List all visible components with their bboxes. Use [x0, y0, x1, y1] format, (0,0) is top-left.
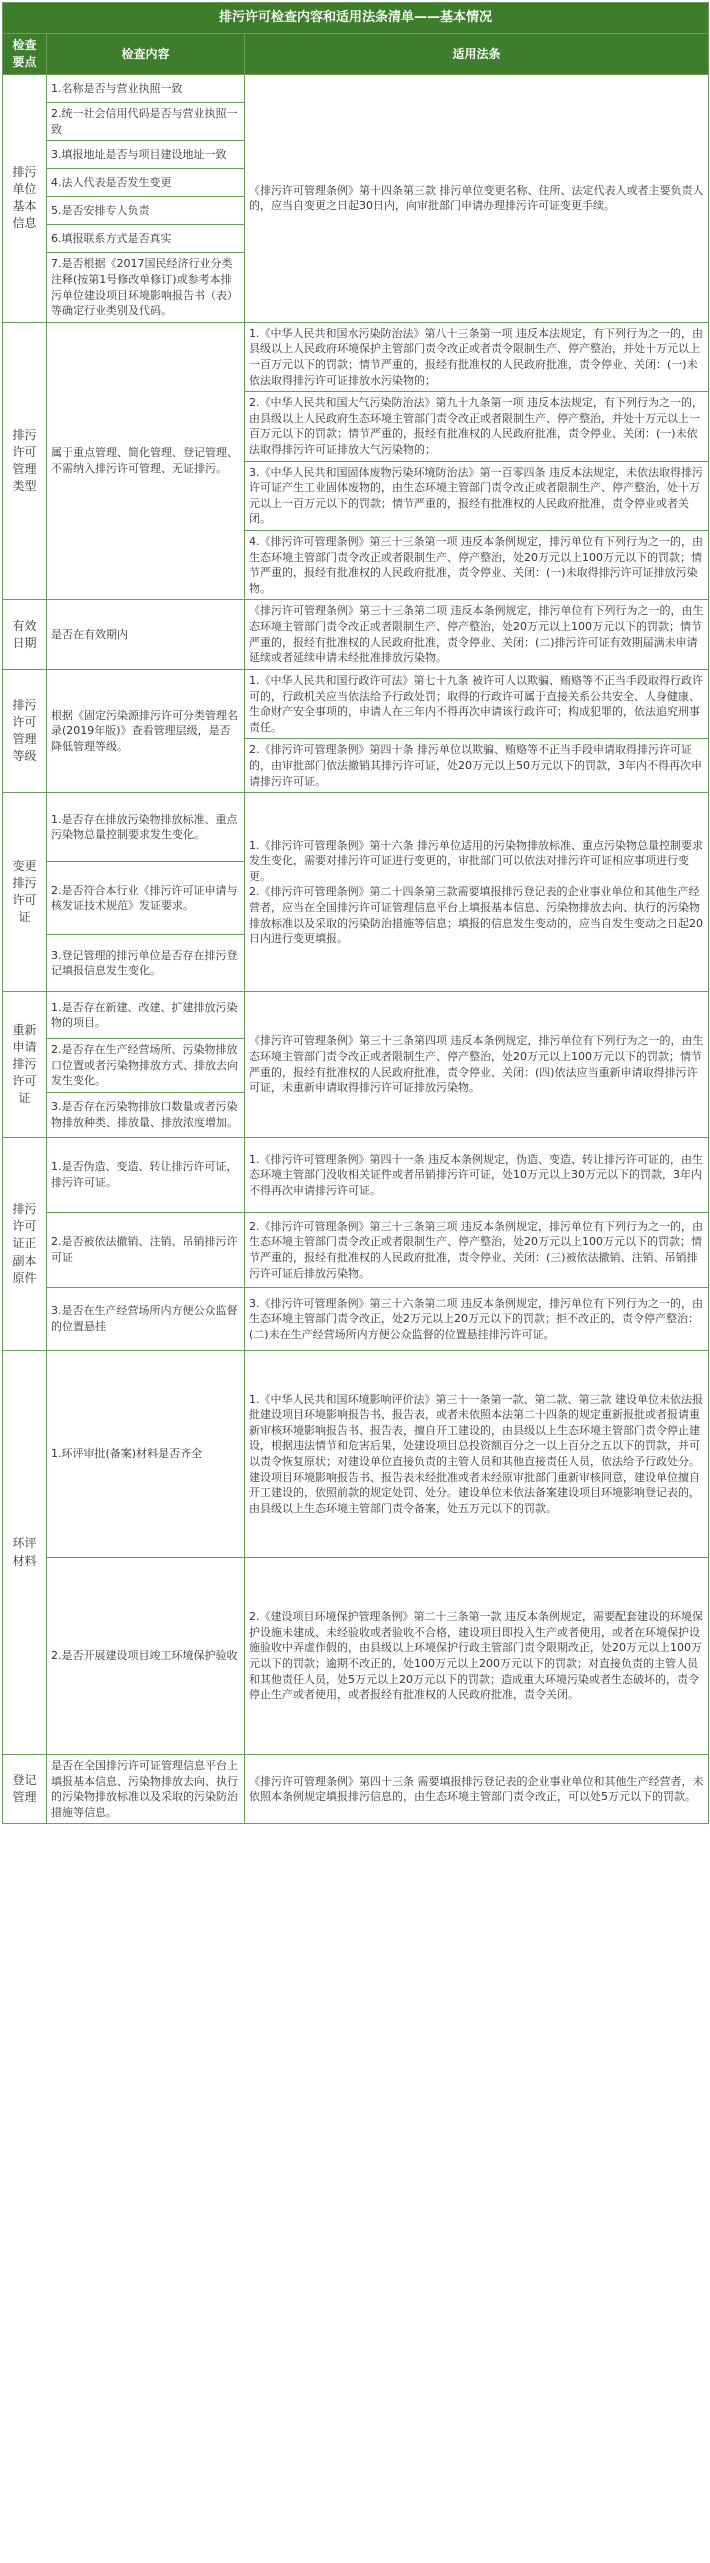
header-point: 检查要点 [3, 34, 47, 75]
law-paragraph: 《排污许可管理条例》第三十三条第四项 违反本条例规定，排污单位有下列行为之一的，由生态环境主管部门责令改正或者限制生产、停产整治，处20万元以上100万元以下的罚款；情节严重的，报经有批准权的人民政府批准，责令停业、关闭：(四)依法应当重新申请取得排污许可证，未重新申请取得排污许可证排放污染物。 [249, 1034, 704, 1095]
header-row [3, 34, 709, 75]
checklist-table [2, 2, 709, 1824]
section-row [3, 75, 709, 103]
section-row [3, 322, 709, 391]
header-law: 适用法条 [245, 34, 709, 75]
check-content-cell: 2.是否被依法撤销、注销、吊销排污许可证 [47, 1213, 245, 1288]
section-row [3, 1558, 709, 1755]
law-cell [245, 793, 709, 992]
law-cell: 4.《排污许可管理条例》第三十三条第一项 违反本条例规定，排污单位有下列行为之一的，由生态环境主管部门责令改正或者限制生产、停产整治，处20万元以上100万元以下的罚款；情节严重的，报经有批准权的人民政府批准，责令停业、关闭：(一)未取得排污许可证排放污染物。 [245, 531, 709, 600]
check-point-cell: 登记管理 [3, 1755, 47, 1824]
section-row [3, 793, 709, 862]
check-content-cell: 1.环评审批(备案)材料是否齐全 [47, 1351, 245, 1558]
check-content-cell: 5.是否安排专人负责 [47, 197, 245, 225]
check-point-cell: 排污许可管理等级 [3, 669, 47, 792]
checklist-body [3, 3, 709, 1824]
law-cell: 《排污许可管理条例》第三十三条第二项 违反本条例规定，排污单位有下列行为之一的，由生态环境主管部门责令改正或者限制生产、停产整治，处20万元以上100万元以下的罚款；情节严重的，报经有批准权的人民政府批准，责令停业、关闭：(二)排污许可证有效期届满未申请延续或者延续申请未经批准排放污染物。 [245, 600, 709, 669]
check-content-cell: 3.是否在生产经营场所内方便公众监督的位置悬挂 [47, 1288, 245, 1351]
check-content-cell: 是否在全国排污许可证管理信息平台上填报基本信息、污染物排放去向、执行的污染物排放标准以及采取的污染防治措施等信息。 [47, 1755, 245, 1824]
check-content-cell: 6.填报联系方式是否真实 [47, 225, 245, 253]
law-cell: 1.《中华人民共和国水污染防治法》第八十三条第一项 违反本法规定，有下列行为之一的，由县级以上人民政府环境保护主管部门责令改正或者责令限制生产、停产整治，并处十万元以上一百万元以下的罚款；情节严重的，报经有批准权的人民政府批准，责令停业、关闭：(一)未依法取得排污许可证排放水污染物的； [245, 322, 709, 391]
check-point-cell: 有效日期 [3, 600, 47, 669]
header-content: 检查内容 [47, 34, 245, 75]
check-content-cell: 1.是否存在排放污染物排放标准、重点污染物总量控制要求发生变化。 [47, 793, 245, 862]
law-cell: 2.《排污许可管理条例》第四十条 排污单位以欺骗、贿赂等不正当手段申请取得排污许可证的，由审批部门依法撤销其排污许可证，处20万元以上50万元以下的罚款，3年内不得再次申请排污许可证。 [245, 739, 709, 793]
check-content-cell: 1.是否伪造、变造、转让排污许可证，排污许可证。 [47, 1138, 245, 1213]
check-content-cell: 2.是否存在生产经营场所、污染物排放口位置或者污染物排放方式、排放去向发生变化。 [47, 1039, 245, 1093]
check-content-cell [47, 669, 245, 792]
check-point-cell: 环评材料 [3, 1351, 47, 1755]
check-point-cell: 排污许可管理类型 [3, 322, 47, 600]
section-row [3, 1351, 709, 1558]
check-content-cell: 2.统一社会信用代码是否与营业执照一致 [47, 103, 245, 141]
check-content-cell: 3.是否存在污染物排放口数量或者污染物排放种类、排放量、排放浓度增加。 [47, 1093, 245, 1138]
law-cell [245, 992, 709, 1138]
law-paragraph: 1.《排污许可管理条例》第十六条 排污单位适用的污染物排放标准、重点污染物总量控制要求发生变化，需要对排污许可证进行变更的，审批部门可以依法对排污许可证相应事项进行变更。 [249, 838, 703, 883]
check-content-cell: 7.是否根据《2017国民经济行业分类注释(按第1号修改单修订)或参考本排污单位建设项目环境影响报告书（表）等确定行业类别及代码。 [47, 253, 245, 322]
check-content-item: 根据《固定污染源排污许可分类管理名录(2019年版)》查看管理层级，是否降低管理等级。 [51, 708, 238, 753]
title-row [3, 3, 709, 34]
check-content-cell: 3.填报地址是否与项目建设地址一致 [47, 141, 245, 169]
law-cell: 《排污许可管理条例》第四十三条 需要填报排污登记表的企业事业单位和其他生产经营者，未依照本条例规定填报排污信息的，由生态环境主管部门责令改正，可以处5万元以下的罚款。 [245, 1755, 709, 1824]
check-content-cell: 是否在有效期内 [47, 600, 245, 669]
section-row [3, 1138, 709, 1213]
check-content-cell: 1.名称是否与营业执照一致 [47, 75, 245, 103]
law-cell: 2.《建设项目环境保护管理条例》第二十三条第一款 违反本条例规定，需要配套建设的环境保护设施未建成、未经验收或者验收不合格，建设项目即投入生产或者使用，或者在环境保护设施验收中弄虚作假的，由县级以上环境保护行政主管部门责令限期改正，处20万元以上100万元以下的罚款；逾期不改正的，处100万元以上200万元以下的罚款；对直接负责的主管人员和其他责任人员，处5万元以上20万元以下的罚款；造成重大环境污染或者生态破坏的，责令停止生产或者使用，或者报经有批准权的人民政府批准，责令关闭。 [245, 1558, 709, 1755]
law-cell: 1.《中华人民共和国环境影响评价法》第三十一条第一款、第二款、第三款 建设单位未依法报批建设项目环境影响报告书、报告表，或者未依照本法第二十四条的规定重新报批或者报请重新审核环境影响报告书、报告表，擅自开工建设的，由县级以上生态环境主管部门责令停止建设，根据违法情节和危害后果，处建设项目总投资额百分之一以上百分之五以下的罚款，并可以责令恢复原状；对建设单位直接负责的主管人员和其他直接责任人员，依法给予行政处分。建设项目环境影响报告书、报告表未经批准或者未经原审批部门重新审核同意，建设单位擅自开工建设的，依照前款的规定处罚、处分。建设单位未依法备案建设项目环境影响登记表的，由县级以上生态环境主管部门责令备案，处五万元以下的罚款。 [245, 1351, 709, 1558]
section-row [3, 1213, 709, 1288]
check-point-cell: 重新申请排污许可证 [3, 992, 47, 1138]
law-paragraph: 2.《排污许可管理条例》第二十四条第三款需要填报排污登记表的企业事业单位和其他生产经营者，应当在全国排污许可证管理信息平台上填报基本信息、污染物排放去向、执行的污染物排放标准以及采取的污染防治措施等信息；填报的信息发生变动的，应当自发生变动之日起20日内进行变更填报。 [249, 885, 703, 946]
check-content-cell: 4.法人代表是否发生变更 [47, 169, 245, 197]
section-row [3, 992, 709, 1039]
law-cell: 2.《排污许可管理条例》第三十三条第三项 违反本条例规定，排污单位有下列行为之一的，由生态环境主管部门责令改正或者限制生产、停产整治，处20万元以上100万元以下的罚款；情节严重的，报经有批准权的人民政府批准，责令停业、关闭：(三)被依法撤销、注销、吊销排污许可证后排放污染物。 [245, 1213, 709, 1288]
check-content-item: 属于重点管理、简化管理、登记管理、不需纳入排污许可管理、无证排污。 [51, 446, 238, 476]
law-paragraph: 《排污许可管理条例》第十四条第三款 排污单位变更名称、住所、法定代表人或者主要负责人的，应当自变更之日起30日内，向审批部门申请办理排污许可证变更手续。 [249, 183, 704, 213]
check-point-cell: 变更排污许可证 [3, 793, 47, 992]
check-content-cell: 2.是否开展建设项目竣工环境保护验收 [47, 1558, 245, 1755]
check-content-cell: 1.是否存在新建、改建、扩建排放污染物的项目。 [47, 992, 245, 1039]
section-row [3, 1288, 709, 1351]
check-content-cell [47, 322, 245, 600]
check-point-cell: 排污单位基本信息 [3, 75, 47, 323]
section-row [3, 669, 709, 738]
section-row [3, 1755, 709, 1824]
law-cell: 1.《中华人民共和国行政许可法》第七十九条 被许可人以欺骗、贿赂等不正当手段取得行政许可的，行政机关应当依法给予行政处罚；取得的行政许可属于直接关系公共安全、人身健康、生命财产安全事项的，申请人在三年内不得再次申请该行政许可；构成犯罪的，依法追究刑事责任。 [245, 669, 709, 738]
law-cell: 3.《排污许可管理条例》第三十六条第二项 违反本条例规定，排污单位有下列行为之一的，由生态环境主管部门责令改正，处2万元以上20万元以下的罚款；拒不改正的，责令停产整治：(二)未在生产经营场所内方便公众监督的位置悬挂排污许可证。 [245, 1288, 709, 1351]
check-content-cell: 3.登记管理的排污单位是否存在排污登记填报信息发生变化。 [47, 935, 245, 992]
law-cell [245, 75, 709, 323]
law-cell: 3.《中华人民共和国固体废物污染环境防治法》第一百零四条 违反本法规定，未依法取得排污许可证产生工业固体废物的，由生态环境主管部门责令改正或者限制生产、停产整治，处十万元以上一百万元以下的罚款；情节严重的，报经有批准权的人民政府批准，责令停业或者关闭。 [245, 461, 709, 530]
table-title: 排污许可检查内容和适用法条清单——基本情况 [3, 3, 709, 34]
section-row [3, 600, 709, 669]
check-point-cell: 排污许可证正副本原件 [3, 1138, 47, 1351]
check-content-cell: 2.是否符合本行业《排污许可证申请与核发证技术规范》发证要求。 [47, 862, 245, 935]
law-cell: 2.《中华人民共和国大气污染防治法》第九十九条第一项 违反本法规定，有下列行为之一的，由县级以上人民政府生态环境主管部门责令改正或者限制生产、停产整治，并处十万元以上一百万元以下的罚款；情节严重的，报经有批准权的人民政府批准，责令停业、关闭：(一)未依法取得排污许可证排放大气污染物的； [245, 392, 709, 461]
law-cell: 1.《排污许可管理条例》第四十一条 违反本条例规定，伪造、变造、转让排污许可证的，由生态环境主管部门没收相关证件或者吊销排污许可证，处10万元以上30万元以下的罚款，3年内不得再次申请排污许可证。 [245, 1138, 709, 1213]
